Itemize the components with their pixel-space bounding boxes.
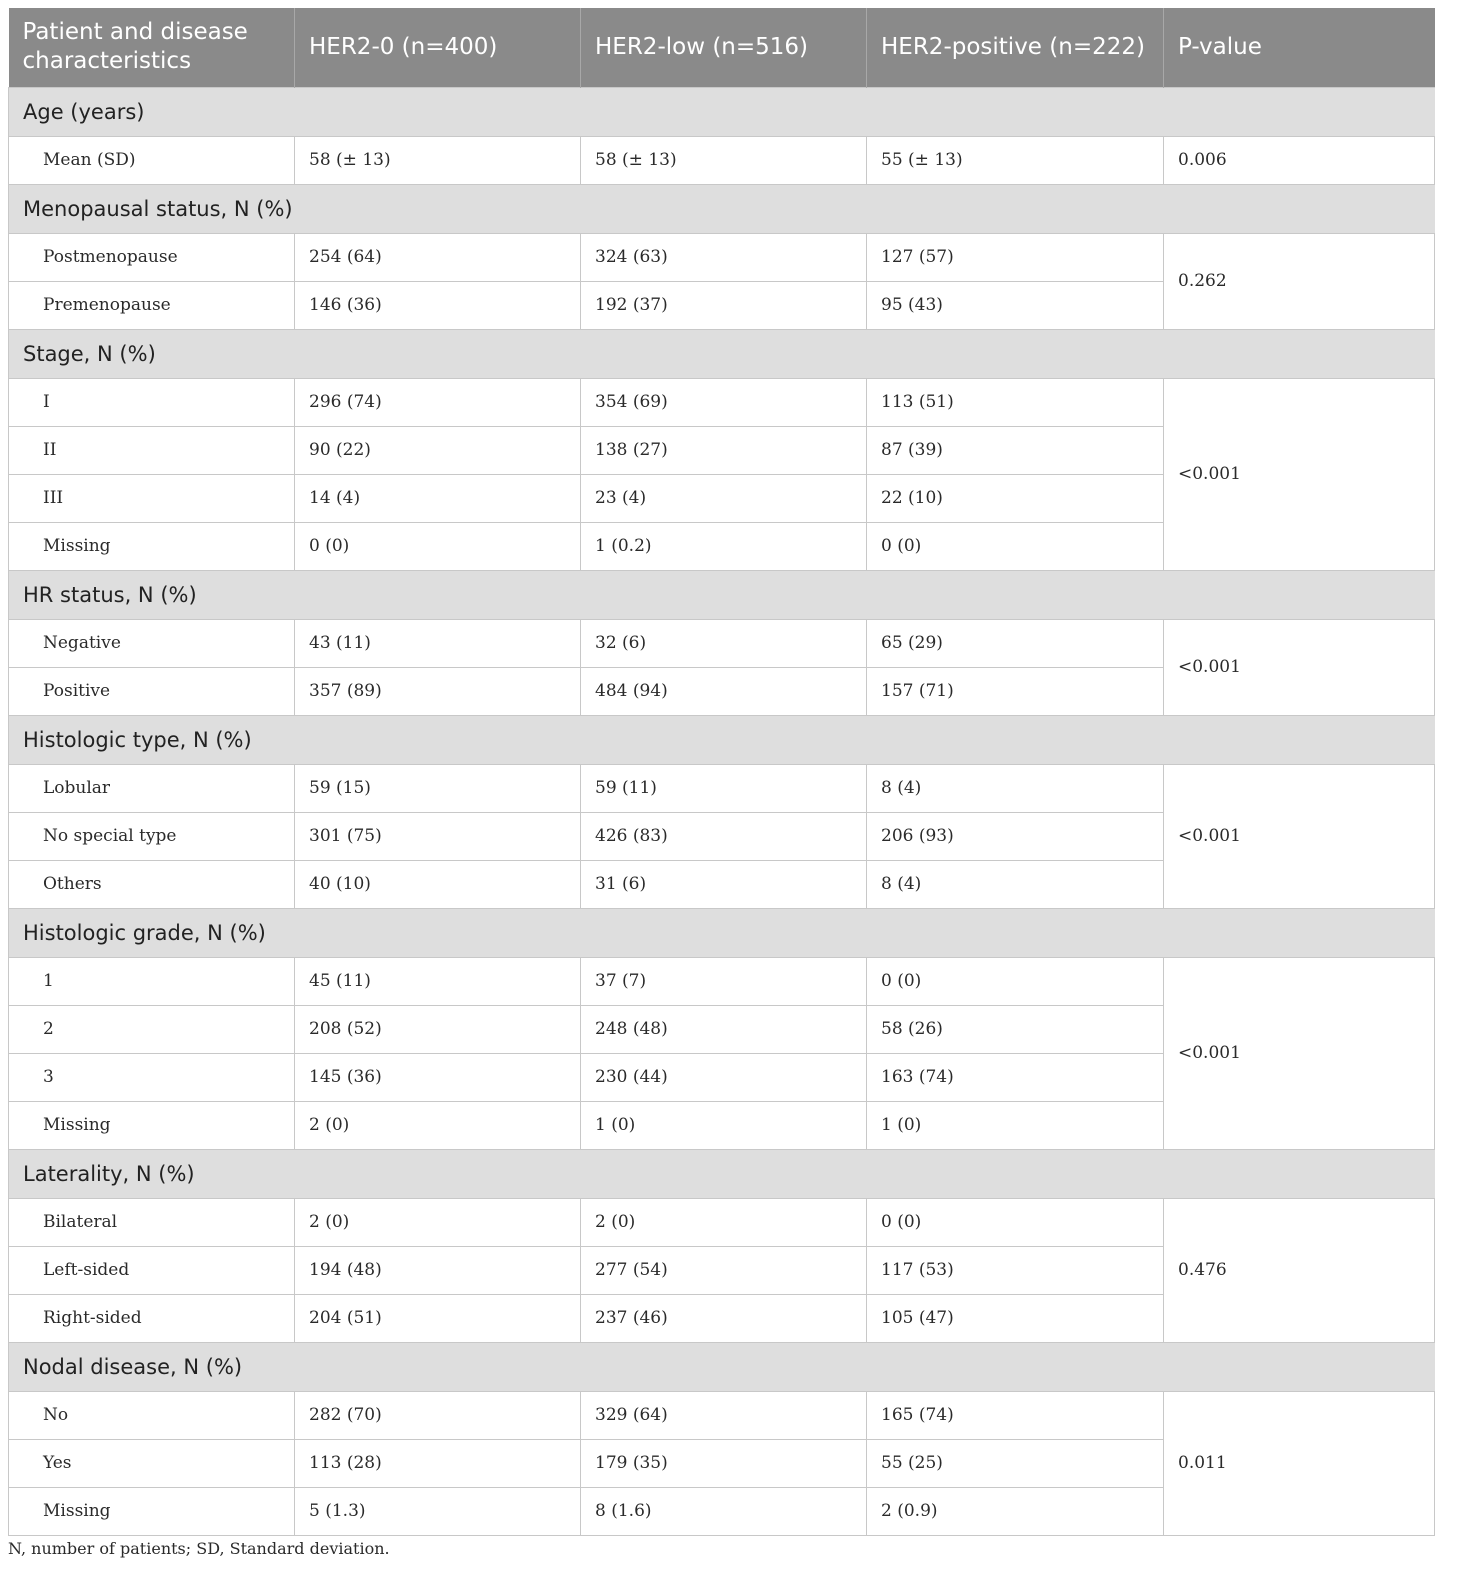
- section-row: [9, 1342, 1435, 1391]
- row-label: I: [9, 378, 295, 426]
- cell-her2-positive: 163 (74): [867, 1053, 1164, 1101]
- cell-p-value: <0.001: [1164, 619, 1435, 715]
- cell-her2-low: 1 (0): [581, 1101, 867, 1149]
- section-row: [9, 184, 1435, 233]
- row-label: 1: [9, 957, 295, 1005]
- row-label: Right-sided: [9, 1294, 295, 1342]
- cell-p-value: <0.001: [1164, 378, 1435, 570]
- cell-her2-positive: 2 (0.9): [867, 1487, 1164, 1535]
- row-label: Yes: [9, 1439, 295, 1487]
- cell-her2-positive: 87 (39): [867, 426, 1164, 474]
- header-characteristics: Patient and disease characteristics: [9, 8, 295, 87]
- section-row: [9, 1149, 1435, 1198]
- table-row: [9, 233, 1435, 281]
- characteristics-table: [8, 8, 1435, 1536]
- cell-her2-positive: 127 (57): [867, 233, 1164, 281]
- cell-her2-0: 43 (11): [295, 619, 581, 667]
- cell-her2-positive: 0 (0): [867, 522, 1164, 570]
- table-row: [9, 764, 1435, 812]
- row-label: Positive: [9, 667, 295, 715]
- row-label: 3: [9, 1053, 295, 1101]
- cell-her2-0: 2 (0): [295, 1101, 581, 1149]
- cell-her2-positive: 206 (93): [867, 812, 1164, 860]
- table-row: [9, 136, 1435, 184]
- cell-her2-positive: 0 (0): [867, 957, 1164, 1005]
- cell-her2-low: 426 (83): [581, 812, 867, 860]
- row-label: No special type: [9, 812, 295, 860]
- row-label: No: [9, 1391, 295, 1439]
- cell-her2-low: 230 (44): [581, 1053, 867, 1101]
- cell-her2-low: 58 (± 13): [581, 136, 867, 184]
- cell-p-value: 0.006: [1164, 136, 1435, 184]
- cell-her2-low: 237 (46): [581, 1294, 867, 1342]
- cell-her2-low: 484 (94): [581, 667, 867, 715]
- table-row: [9, 957, 1435, 1005]
- table-body: [9, 87, 1435, 1535]
- row-label: Premenopause: [9, 281, 295, 329]
- cell-p-value: 0.476: [1164, 1198, 1435, 1342]
- cell-her2-positive: 58 (26): [867, 1005, 1164, 1053]
- cell-her2-low: 37 (7): [581, 957, 867, 1005]
- header-her2-low: HER2-low (n=516): [581, 8, 867, 87]
- section-title: Age (years): [9, 87, 1435, 136]
- cell-her2-low: 248 (48): [581, 1005, 867, 1053]
- header-p-value: P-value: [1164, 8, 1435, 87]
- cell-her2-positive: 8 (4): [867, 860, 1164, 908]
- row-label: II: [9, 426, 295, 474]
- cell-her2-low: 329 (64): [581, 1391, 867, 1439]
- cell-p-value: <0.001: [1164, 957, 1435, 1149]
- cell-her2-0: 282 (70): [295, 1391, 581, 1439]
- cell-her2-low: 1 (0.2): [581, 522, 867, 570]
- cell-her2-0: 45 (11): [295, 957, 581, 1005]
- cell-her2-positive: 1 (0): [867, 1101, 1164, 1149]
- table-header: [9, 8, 1435, 87]
- cell-p-value: 0.262: [1164, 233, 1435, 329]
- cell-her2-low: 59 (11): [581, 764, 867, 812]
- cell-her2-positive: 65 (29): [867, 619, 1164, 667]
- section-title: HR status, N (%): [9, 570, 1435, 619]
- cell-her2-positive: 157 (71): [867, 667, 1164, 715]
- section-row: [9, 329, 1435, 378]
- cell-her2-0: 113 (28): [295, 1439, 581, 1487]
- cell-her2-0: 357 (89): [295, 667, 581, 715]
- row-label: Postmenopause: [9, 233, 295, 281]
- cell-her2-0: 204 (51): [295, 1294, 581, 1342]
- row-label: Left-sided: [9, 1246, 295, 1294]
- cell-her2-0: 58 (± 13): [295, 136, 581, 184]
- cell-her2-0: 296 (74): [295, 378, 581, 426]
- cell-her2-low: 138 (27): [581, 426, 867, 474]
- cell-her2-low: 8 (1.6): [581, 1487, 867, 1535]
- cell-her2-0: 254 (64): [295, 233, 581, 281]
- cell-her2-positive: 165 (74): [867, 1391, 1164, 1439]
- cell-her2-0: 90 (22): [295, 426, 581, 474]
- cell-her2-0: 5 (1.3): [295, 1487, 581, 1535]
- row-label: Negative: [9, 619, 295, 667]
- table-row: [9, 378, 1435, 426]
- section-title: Stage, N (%): [9, 329, 1435, 378]
- section-row: [9, 715, 1435, 764]
- cell-her2-0: 146 (36): [295, 281, 581, 329]
- cell-her2-positive: 55 (25): [867, 1439, 1164, 1487]
- table-row: [9, 1198, 1435, 1246]
- table-footnote: N, number of patients; SD, Standard deviation.: [8, 1539, 390, 1558]
- section-title: Menopausal status, N (%): [9, 184, 1435, 233]
- row-label: Missing: [9, 1487, 295, 1535]
- cell-her2-0: 301 (75): [295, 812, 581, 860]
- row-label: III: [9, 474, 295, 522]
- row-label: Others: [9, 860, 295, 908]
- cell-her2-positive: 113 (51): [867, 378, 1164, 426]
- section-title: Nodal disease, N (%): [9, 1342, 1435, 1391]
- cell-her2-low: 23 (4): [581, 474, 867, 522]
- row-label: 2: [9, 1005, 295, 1053]
- section-title: Histologic grade, N (%): [9, 908, 1435, 957]
- cell-her2-positive: 105 (47): [867, 1294, 1164, 1342]
- cell-her2-0: 14 (4): [295, 474, 581, 522]
- section-row: [9, 908, 1435, 957]
- table-row: [9, 619, 1435, 667]
- cell-her2-0: 208 (52): [295, 1005, 581, 1053]
- cell-her2-low: 192 (37): [581, 281, 867, 329]
- cell-her2-low: 31 (6): [581, 860, 867, 908]
- row-label: Missing: [9, 1101, 295, 1149]
- row-label: Missing: [9, 522, 295, 570]
- cell-her2-0: 2 (0): [295, 1198, 581, 1246]
- section-row: [9, 87, 1435, 136]
- row-label: Bilateral: [9, 1198, 295, 1246]
- cell-her2-low: 179 (35): [581, 1439, 867, 1487]
- cell-her2-0: 145 (36): [295, 1053, 581, 1101]
- cell-her2-positive: 55 (± 13): [867, 136, 1164, 184]
- section-row: [9, 570, 1435, 619]
- header-her2-positive: HER2-positive (n=222): [867, 8, 1164, 87]
- row-label: Mean (SD): [9, 136, 295, 184]
- cell-her2-low: 354 (69): [581, 378, 867, 426]
- cell-her2-0: 40 (10): [295, 860, 581, 908]
- row-label: Lobular: [9, 764, 295, 812]
- cell-her2-positive: 8 (4): [867, 764, 1164, 812]
- cell-her2-low: 32 (6): [581, 619, 867, 667]
- cell-her2-low: 2 (0): [581, 1198, 867, 1246]
- header-row: [9, 8, 1435, 87]
- cell-her2-low: 277 (54): [581, 1246, 867, 1294]
- cell-her2-positive: 95 (43): [867, 281, 1164, 329]
- cell-her2-0: 0 (0): [295, 522, 581, 570]
- cell-her2-0: 194 (48): [295, 1246, 581, 1294]
- cell-p-value: <0.001: [1164, 764, 1435, 908]
- cell-her2-positive: 22 (10): [867, 474, 1164, 522]
- header-her2-0: HER2-0 (n=400): [295, 8, 581, 87]
- cell-her2-0: 59 (15): [295, 764, 581, 812]
- section-title: Laterality, N (%): [9, 1149, 1435, 1198]
- table-row: [9, 1391, 1435, 1439]
- cell-her2-positive: 0 (0): [867, 1198, 1164, 1246]
- cell-her2-positive: 117 (53): [867, 1246, 1164, 1294]
- cell-her2-low: 324 (63): [581, 233, 867, 281]
- section-title: Histologic type, N (%): [9, 715, 1435, 764]
- cell-p-value: 0.011: [1164, 1391, 1435, 1535]
- characteristics-table-container: [8, 8, 1434, 1536]
